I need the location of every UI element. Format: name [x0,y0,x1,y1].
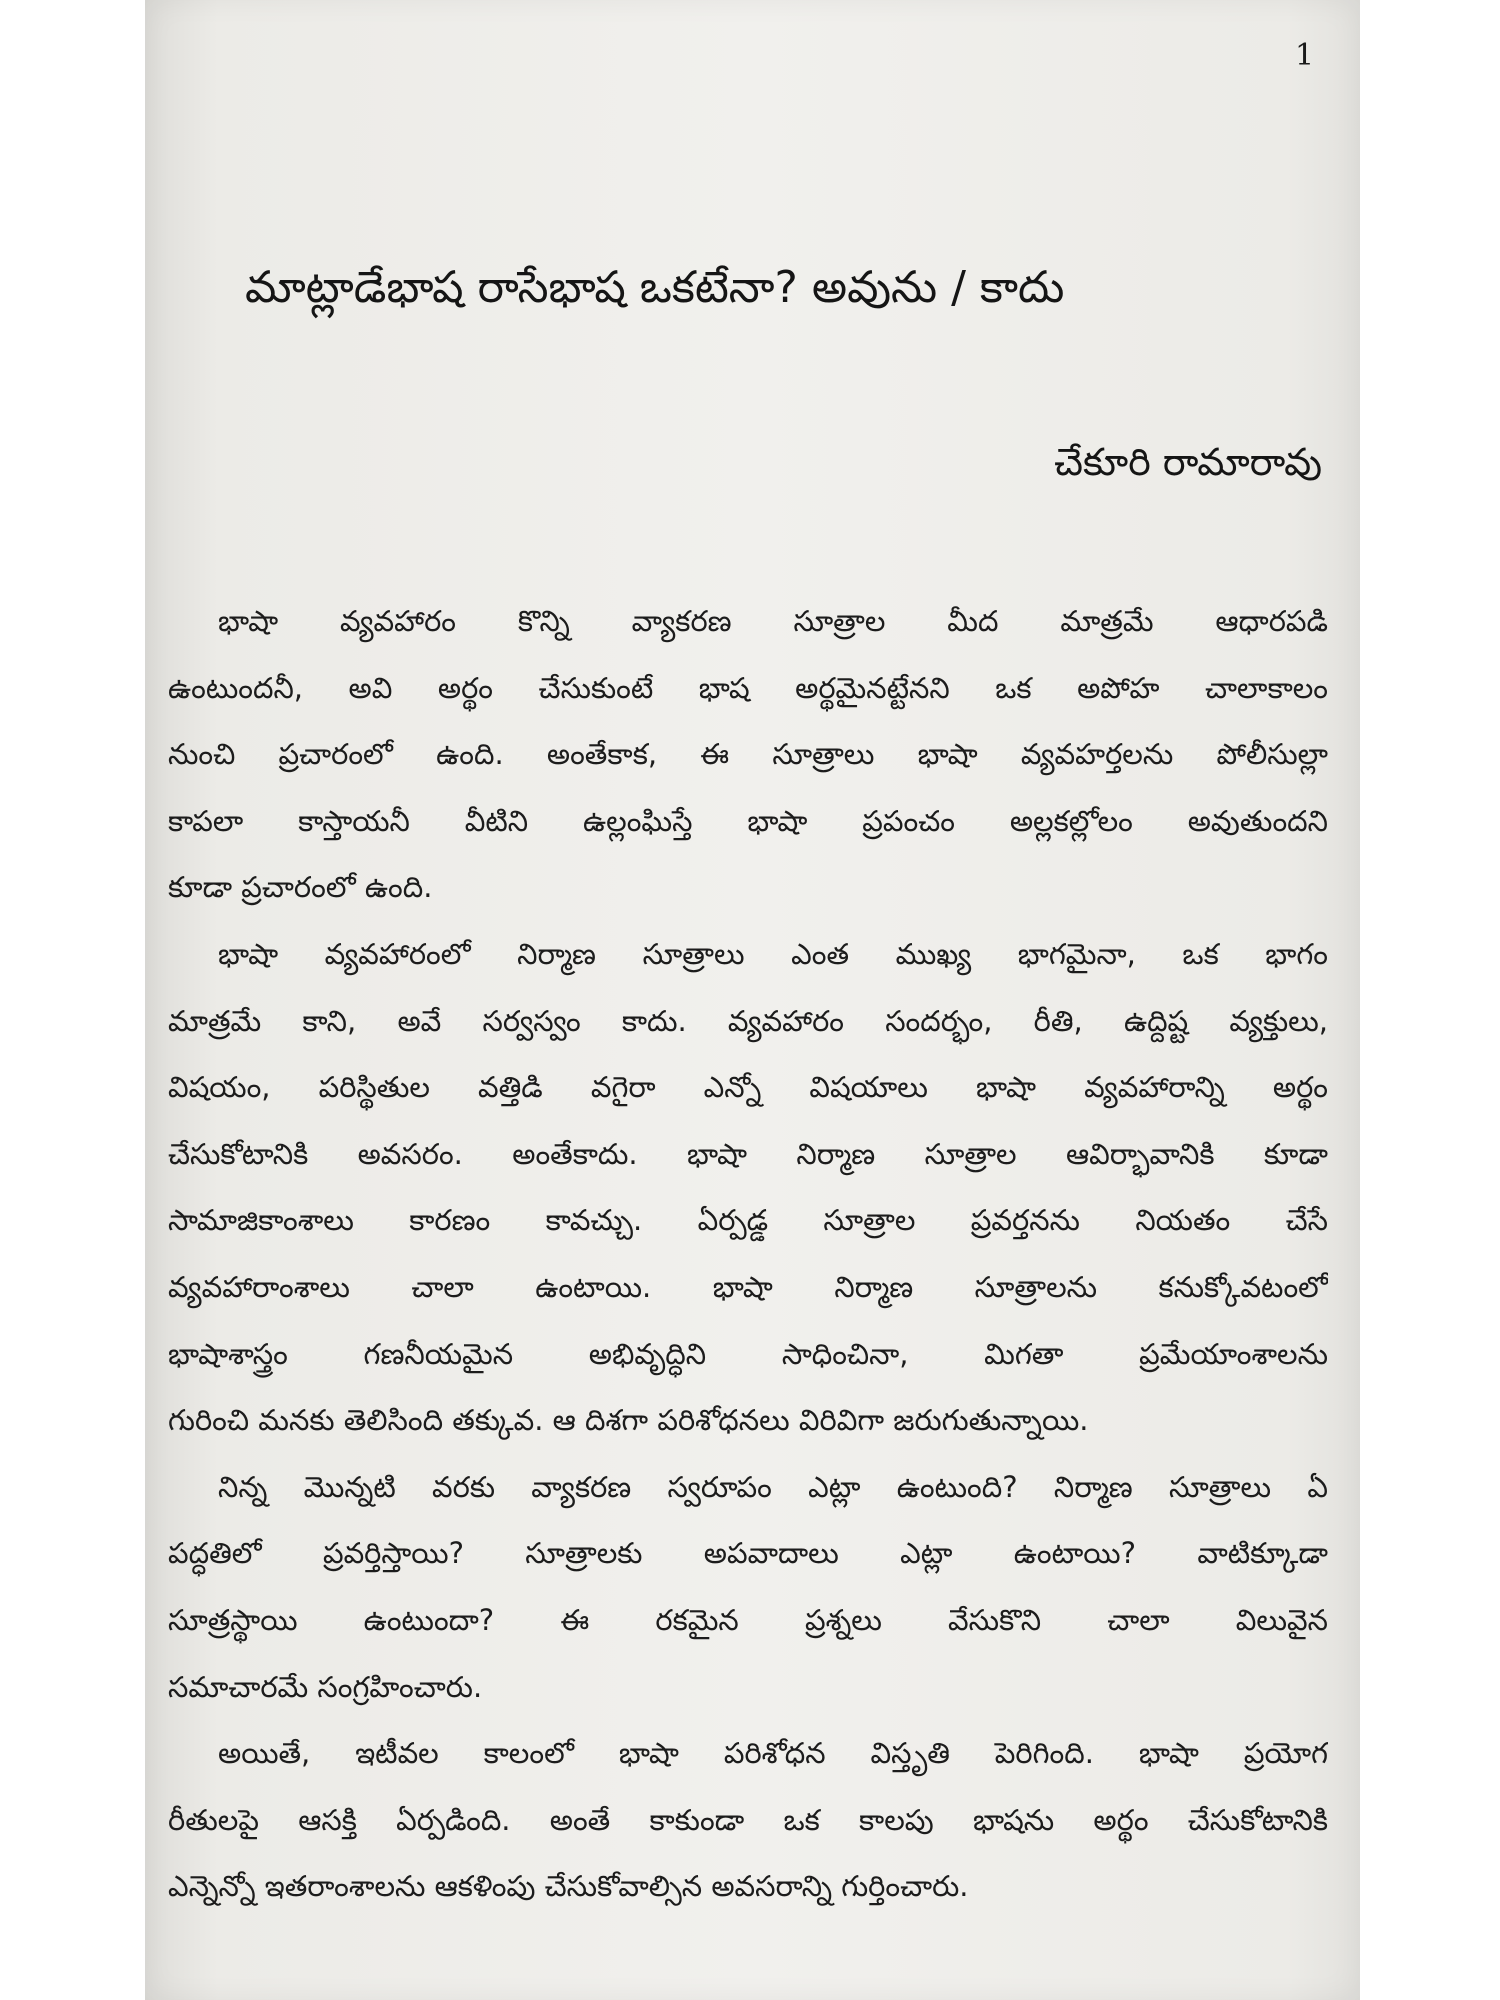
text-line: పద్ధతిలో ప్రవర్తిస్తాయి? సూత్రాలకు అపవాదాలు ఎట్లా ఉంటాయి? వాటిక్కూడా [168,1536,1328,1571]
text-line: నుంచి ప్రచారంలో ఉంది. అంతేకాక, ఈ సూత్రాలు భాషా వ్యవహర్తలను పోలీసుల్లా [168,737,1328,772]
text-line: భాషా వ్యవహారం కొన్ని వ్యాకరణ సూత్రాల మీద మాత్రమే ఆధారపడి [218,604,1328,638]
text-line: సమాచారమే సంగ్రహించారు. [168,1669,483,1704]
author-name: చేకూరి రామారావు [1054,440,1322,484]
article-body [168,588,1328,1920]
text-line: రీతులపై ఆసక్తి ఏర్పడింది. అంతే కాకుండా ఒక కాలపు భాషను అర్థం చేసుకోటానికి [168,1802,1328,1837]
text-line: భాషా వ్యవహారంలో నిర్మాణ సూత్రాలు ఎంత ముఖ్య భాగమైనా, ఒక భాగం [218,936,1328,971]
text-line: సూత్రస్థాయి ఉంటుందా? ఈ రకమైన ప్రశ్నలు వేసుకొని చాలా విలువైన [168,1602,1328,1637]
article-title: మాట్లాడేభాష రాసేభాష ఒకటేనా? అవును / కాదు [245,262,1065,313]
text-line: నిన్న మొన్నటి వరకు వ్యాకరణ స్వరూపం ఎట్లా ఉంటుంది? నిర్మాణ సూత్రాలు ఏ [218,1469,1328,1504]
text-line: భాషాశాస్త్రం గణనీయమైన అభివృద్ధిని సాధించినా, మిగతా ప్రమేయాంశాలను [168,1336,1328,1371]
text-line: మాత్రమే కాని, అవే సర్వస్వం కాదు. వ్యవహారం సందర్భం, రీతి, ఉద్దిష్ట వ్యక్తులు, [168,1003,1328,1038]
text-line: అయితే, ఇటీవల కాలంలో భాషా పరిశోధన విస్తృతి పెరిగింది. భాషా ప్రయోగ [218,1736,1328,1771]
text-line: కూడా ప్రచారంలో ఉంది. [168,870,433,905]
text-line: ఉంటుందనీ, అవి అర్థం చేసుకుంటే భాష అర్థమైనట్టేనని ఒక అపోహ చాలాకాలం [168,670,1328,705]
text-line: చేసుకోటానికి అవసరం. అంతేకాదు. భాషా నిర్మాణ సూత్రాల ఆవిర్భావానికి కూడా [168,1136,1328,1171]
text-line: ఎన్నెన్నో ఇతరాంశాలను ఆకళింపు చేసుకోవాల్సిన అవసరాన్ని గుర్తించారు. [168,1869,969,1904]
page-number: 1 [1295,38,1315,73]
text-line: గురించి మనకు తెలిసింది తక్కువ. ఆ దిశగా పరిశోధనలు విరివిగా జరుగుతున్నాయి. [168,1403,1089,1438]
text-line: వ్యవహారాంశాలు చాలా ఉంటాయి. భాషా నిర్మాణ సూత్రాలను కనుక్కోవటంలో [168,1269,1328,1304]
text-line: కాపలా కాస్తాయనీ వీటిని ఉల్లంఘిస్తే భాషా ప్రపంచం అల్లకల్లోలం అవుతుందని [168,803,1328,838]
text-line: విషయం, పరిస్థితుల వత్తిడి వగైరా ఎన్నో విషయాలు భాషా వ్యవహారాన్ని అర్థం [168,1070,1328,1105]
text-line: సామాజికాంశాలు కారణం కావచ్చు. ఏర్పడ్డ సూత్రాల ప్రవర్తనను నియతం చేసే [168,1203,1328,1238]
